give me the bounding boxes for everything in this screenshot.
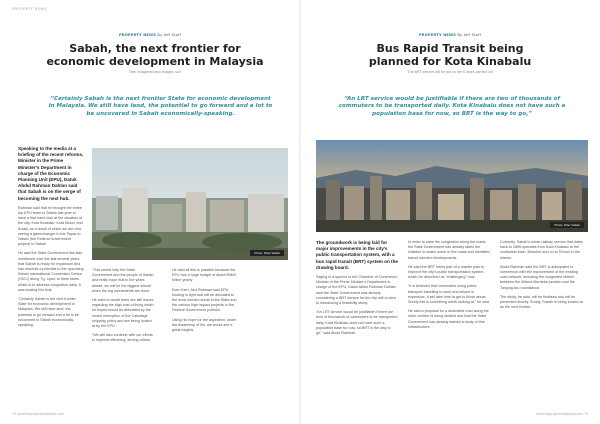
right-kicker-sub: By Jeff Staff: [457, 33, 482, 37]
right-kicker: [300, 33, 600, 37]
left-col2-para-1: “This needs help the State Government and the people of Sabah and really hope that in the years ahead, we will be the biggest winner when the big investments are done.: [92, 268, 154, 293]
waterfront-illustration: [92, 148, 288, 260]
right-column-2: [408, 240, 490, 334]
right-col1-para-2: “An LRT service would be justifiable if there are tens of thousands of commuters to be transported daily. Kota Kinabalu does not have such a population base for now, so BRT is the way to go,” said Abdul Rahman.: [316, 310, 398, 336]
right-page: [300, 0, 600, 424]
right-col2-para-4: He said a proposal for a dedicated road along the main corridor is being studied and that the State Government has already started a study of this infrastructure.: [408, 309, 489, 329]
left-footer: 74 www.theprojectsmalaysia.com: [12, 412, 64, 416]
right-footer: www.theprojectsmalaysia.com 75: [536, 412, 588, 416]
right-lead-text: The groundwork is being laid for major improvements in the city’s public transportation system, with a bus rapid transit (BRT) system on the drawing board.: [316, 240, 398, 270]
right-column-1: [316, 240, 398, 340]
left-photo-credit: Photo: Filter Sabah: [250, 250, 284, 256]
left-col3-para-3: Using his hope for the aspiration, under the leadership of his, we would see a great heights.: [172, 317, 237, 333]
right-col1-para-1: Saying in a speech to the Chamber of Commerce, Minister in the Prime Minister’s Department in charge of the EPU, Datuk Abdul Rahman Dahlan said the State Government was already considering a BRT service for the city with a view to introducing a feasibility study.: [316, 275, 398, 306]
left-byline: Text: Imagened and Images: sun: [128, 70, 182, 74]
right-col3-para-3: The study, he said, will be finalised and will be presented shortly. Surely, Sabah is being looked at as the next frontier.: [500, 294, 583, 310]
right-column-3: [500, 240, 584, 314]
left-col2-para-3: “We will also continue with our efforts to improve efficiency, among others.: [92, 333, 153, 343]
left-col1-para-3: “Certainly Sabah is the next frontier State for economic development in Malaysia. We still have land, the potential to go forward and a lot to be uncovered in Sabah economically-speaking.: [18, 297, 79, 328]
left-col1-para-2: He said the State Government has also mentioned over the last several years that Sabah is ready for expansion and has reached a potential to the upcoming Sabah International Convention Centre (SICC) along Tg. Lipat; to three lanes which is to address congestion daily. It was looking into that.: [18, 251, 84, 292]
right-col2-para-3: “It is believed that commuters using public transport travelling to work and leisure is expensive. It will take time to get to those areas. Surely this is something worth looking at,” he said.: [408, 284, 490, 305]
left-column-1: [18, 146, 84, 332]
right-kicker-label: PROPERTY NEWS: [418, 33, 457, 37]
section-header: PROPERTY NEWS: [12, 7, 47, 11]
left-pullquote: “Certainly Sabah is the next frontier State for economic development in Malaysia. We still have land, the potential to go forward and a lot to be uncovered in Sabah economically-speaking.: [48, 96, 273, 117]
left-col3-para-2: Even then, Abd Rahman said EPU funding is tight and will be allocated to the most needed areas in the State and the various high impact projects in the Federal Government portfolio.: [172, 287, 237, 313]
left-kicker-label: PROPERTY NEWS: [118, 33, 157, 37]
right-byline: The BRT service will be put on the 6 lanes carried out: [407, 70, 493, 74]
left-column-3: [172, 268, 238, 337]
left-kicker: [0, 33, 300, 37]
left-col1-para-1: Rahman said that he brought the entire top EPU team to Sabah last year to have a first hand look at the situation of the city, Kota Kinabalu, Kota Belud, and Kudat, as a result of which we are now seeing a gamechanger in the Papar to Sabah (the Federal Government project) to Sabah.: [18, 205, 83, 247]
left-photo-kota-kinabalu-waterfront: [92, 148, 288, 260]
right-col2-para-1: In order to ease the congestion along the roads, the State Government has already taken the initiative to widen some of the roads and identified transit oriented developments.: [408, 240, 490, 260]
left-col3-para-1: He said all this is possible because the EPU has a huge budget of about RM40 billion yearly.: [172, 268, 237, 283]
left-col2-para-2: He said no doubt there are still issues regarding the high cost of living which he hoped would be alleviated by the recent exemption of the Cabotage shipping policy and are being looked at by the EPU.: [92, 298, 154, 329]
right-photo-credit: Photo: Filter Sabah: [550, 222, 584, 228]
city-aerial-illustration: [316, 140, 588, 232]
left-headline: Sabah, the next frontier for economic development in Malaysia: [46, 42, 264, 68]
right-photo-city-aerial: [316, 140, 588, 232]
left-kicker-sub: By Jeff Staff: [157, 33, 182, 37]
right-col2-para-2: He said the BRT forms part of a master plan to improve the city’s public transportation system, which he described as “challenging” now.: [408, 264, 485, 280]
right-col3-para-1: Currently, Sabah’s urban railway service that dates back to 1896 operates from Kota Kinabalu to the southwest town, Beaufort and on to Tenom in the interior.: [500, 240, 583, 260]
left-column-2: [92, 268, 154, 348]
right-pullquote: “An LRT service would be justifiable if there are two of thousands of commuters to be transported daily. Kota Kinabalu does not have such a population base for now, so BRT is the way to go,”: [338, 96, 566, 117]
left-lead-text: Speaking to the media at a briefing of the recent reforms, Minister in the Prime Minister’s Department in charge of the Economic Planning Unit (EPU), Datuk Abdul Rahman Dahlan said that Sabah is on the verge of becoming the next hub.: [18, 146, 84, 201]
right-headline: Bus Rapid Transit being planned for Kota Kinabalu: [368, 42, 532, 68]
right-col3-para-2: Abdul Rahman said the BRT is anticipated to commence with the improvement of the existing road network, including the congested stretch between the Wisma Merdeka junction and the Tanjung Aru roundabout.: [500, 264, 578, 290]
